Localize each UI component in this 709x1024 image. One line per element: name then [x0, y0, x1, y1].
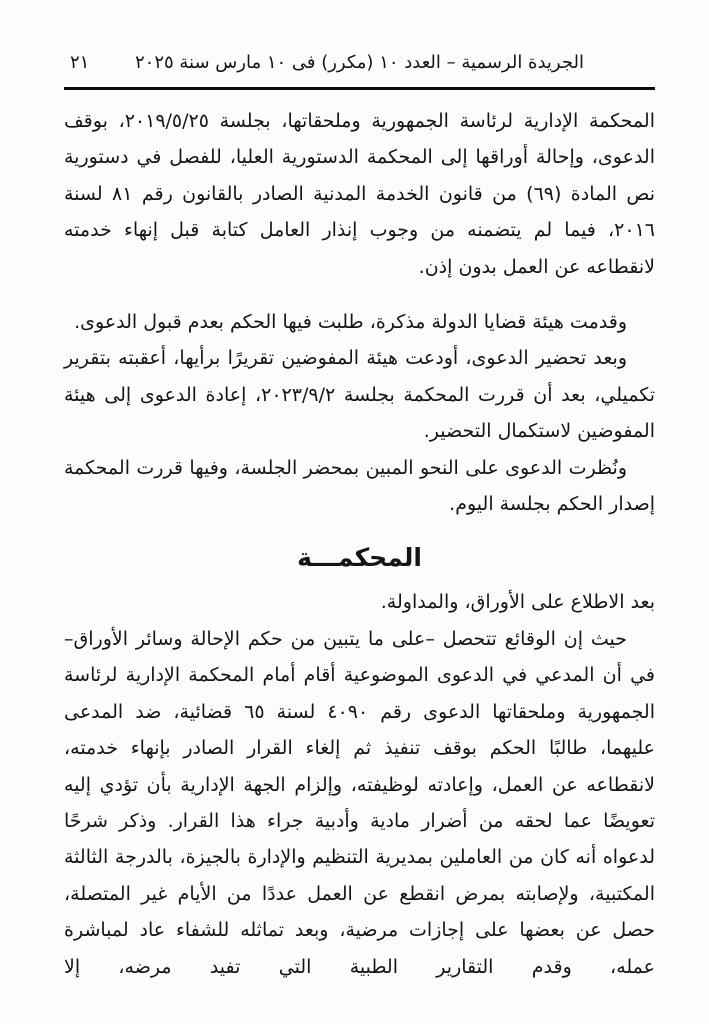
header-rule [64, 87, 655, 90]
paragraph: بعد الاطلاع على الأوراق، والمداولة. [380, 591, 655, 614]
paragraph: وقدمت هيئة قضايا الدولة مذكرة، طلبت فيها الحكم بعدم قبول الدعوى. [74, 311, 627, 334]
paragraph: حيث إن الوقائع تتحصل –على ما يتبين من حكم الإحالة وسائر الأوراق– في أن المدعي في الدعوى الموضوعية أقام أمام المحكمة الإدارية لرئاسة الجمهورية وملحقاتها الدعوى رقم ٤٠٩٠ لسنة ٦٥ قضائية، ضد المدعى عليهما، طالبًا الحكم بوقف تنفيذ ثم إلغاء القرار الصادر بإنهاء خدمته، لانقطاعه عن العمل، وإعادته لوظيفته، وإلزام الجهة الإدارية بأن تؤدي إليه تعويضًا عما لحقه من أضرار مادية وأدبية جراء هذا القرار. وذكر شرحًا لدعواه أنه كان من العاملين بمديرية التنظيم والإدارة بالجيزة، بالدرجة الثالثة المكتبية، ولإصابته بمرض انقطع عن العمل عددًا من الأيام غير المتصلة، حصل عن بعضها على إجازات مرضية، وبعد تماثله للشفاء عاد لمباشرة عمله، وقدم التقارير الطبية التي تفيد مرضه، إلا [64, 627, 655, 978]
section-heading: المحكمـــة [297, 543, 422, 573]
paragraph: المحكمة الإدارية لرئاسة الجمهورية وملحقاتها، بجلسة ٢٠١٩/٥/٢٥، بوقف الدعوى، وإحالة أوراقها إلى المحكمة الدستورية العليا، للفصل في دستورية نص المادة (٦٩) من قانون الخدمة المدنية الصادر بالقانون رقم ٨١ لسنة ٢٠١٦، فيما لم يتضمنه من وجوب إنذار العامل كتابة قبل إنهاء خدمته لانقطاعه عن العمل بدون إذن. [64, 110, 655, 278]
paragraph: ونُظرت الدعوى على النحو المبين بمحضر الجلسة، وفيها قررت المحكمة إصدار الحكم بجلسة اليوم. [64, 456, 655, 516]
page-header [64, 50, 655, 76]
page-number: ٢١ [70, 52, 90, 73]
document-body [64, 103, 655, 985]
paragraph: وبعد تحضير الدعوى، أودعت هيئة المفوضين تقريرًا برأيها، أعقبته بتقرير تكميلي، بعد أن قررت المحكمة بجلسة ٢٠٢٣/٩/٢، إعادة الدعوى إلى هيئة المفوضين لاستكمال التحضير. [64, 347, 655, 443]
header-title: الجريدة الرسمية – العدد ١٠ (مكرر) فى ١٠ مارس سنة ٢٠٢٥ [135, 52, 584, 73]
